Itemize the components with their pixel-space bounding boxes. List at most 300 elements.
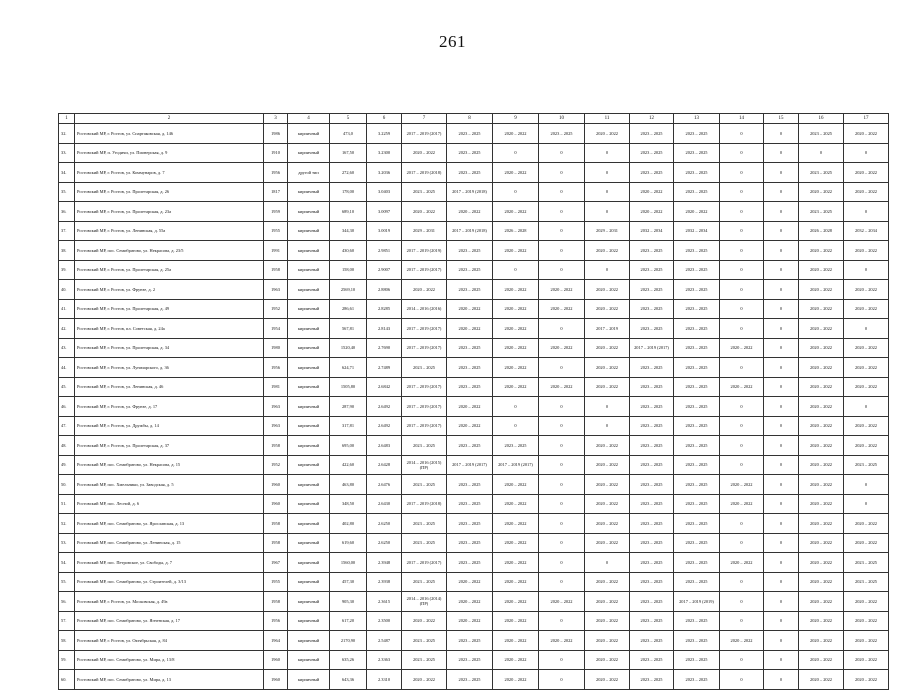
column-number-cell: 10 [539, 114, 585, 124]
table-cell: 2023 – 2025 [402, 650, 447, 670]
table-row [59, 358, 889, 378]
table-cell: 2020 – 2022 [844, 592, 889, 612]
table-cell: 2023 – 2025 [630, 241, 674, 261]
table-cell: 2017 – 2019 (2019) [674, 592, 720, 612]
table-cell: 2023 – 2025 [630, 358, 674, 378]
table-cell: 567,81 [330, 319, 367, 339]
table-cell: кирпичный [288, 572, 330, 592]
row-number-cell: 45. [59, 377, 75, 397]
table-cell: 0 [493, 397, 539, 417]
table-cell: 1958 [264, 533, 288, 553]
table-cell: 0 [539, 533, 585, 553]
table-cell: 0 [764, 592, 799, 612]
table-cell: 1958 [264, 436, 288, 456]
table-cell: 272,60 [330, 163, 367, 183]
table-cell: 0 [799, 143, 844, 163]
table-cell: 2023 – 2025 [674, 670, 720, 690]
table-cell: 2017 – 2019 (2017) [402, 338, 447, 358]
table-cell: 2020 – 2022 [674, 202, 720, 222]
row-number-cell: 48. [59, 436, 75, 456]
address-cell: Ростовский МР, пос. Семибратово, ул. Строителей, д. 3/13 [75, 572, 264, 592]
table-cell: 0 [764, 163, 799, 183]
table-cell: 2.8806 [367, 280, 402, 300]
table-cell: 2020 – 2022 [799, 514, 844, 534]
table-row [59, 533, 889, 553]
table-row [59, 494, 889, 514]
table-cell: 2.8143 [367, 319, 402, 339]
table-cell: 2023 – 2025 [674, 572, 720, 592]
table-cell: 0 [844, 494, 889, 514]
table-cell: 348,50 [330, 494, 367, 514]
table-cell: 1952 [264, 455, 288, 475]
table-cell: 0 [720, 221, 764, 241]
column-number-cell: 4 [288, 114, 330, 124]
table-row [59, 514, 889, 534]
table-cell: 1958 [264, 514, 288, 534]
table-cell: 2023 – 2025 [674, 124, 720, 144]
table-cell: кирпичный [288, 553, 330, 573]
table-cell: 2023 – 2025 [447, 241, 493, 261]
table-cell: 2020 – 2022 [799, 299, 844, 319]
table-cell: 1952 [264, 299, 288, 319]
row-number-cell: 39. [59, 260, 75, 280]
row-number-cell: 59. [59, 650, 75, 670]
table-cell: 2.9851 [367, 241, 402, 261]
table-cell: 0 [764, 202, 799, 222]
table-cell: 695,00 [330, 436, 367, 456]
table-cell: 2017 – 2019 (2017) [402, 377, 447, 397]
table-cell: кирпичный [288, 202, 330, 222]
table-cell: кирпичный [288, 143, 330, 163]
table-cell: 2014 – 2016 (2015) (ПР) [402, 455, 447, 475]
address-cell: Ростовский МР, пос. Лесной, д. 6 [75, 494, 264, 514]
table-cell: 2023 – 2025 [630, 514, 674, 534]
table-cell: 2020 – 2022 [720, 475, 764, 495]
address-cell: Ростовский МР, г. Ростов, ул. Московская, д. 49а [75, 592, 264, 612]
table-cell: 643,36 [330, 670, 367, 690]
row-number-cell: 43. [59, 338, 75, 358]
table-cell: 2023 – 2025 [447, 163, 493, 183]
table-cell: 2020 – 2022 [493, 611, 539, 631]
table-cell: 2.8285 [367, 299, 402, 319]
table-cell: 2020 – 2022 [844, 124, 889, 144]
table-cell: кирпичный [288, 533, 330, 553]
table-cell: 2020 – 2022 [799, 533, 844, 553]
address-cell: Ростовский МР, г. Ростов, ул. Ленинская, д. 55а [75, 221, 264, 241]
table-cell: 0 [720, 319, 764, 339]
table-cell: 0 [720, 611, 764, 631]
table-cell: 0 [764, 299, 799, 319]
table-cell: 2023 – 2025 [674, 475, 720, 495]
table-cell: 2.3363 [367, 650, 402, 670]
table-cell: 0 [764, 377, 799, 397]
table-cell: 2023 – 2025 [674, 358, 720, 378]
row-number-cell: 54. [59, 553, 75, 573]
table-cell: 2.3310 [367, 670, 402, 690]
table-cell: 2.6483 [367, 436, 402, 456]
table-cell: 2020 – 2022 [585, 650, 630, 670]
address-cell: Ростовский МР, г. Ростов, ул. Пролетарская, д. 25а [75, 260, 264, 280]
table-cell: 3.2300 [367, 143, 402, 163]
table-row [59, 553, 889, 573]
table-cell: 0 [844, 202, 889, 222]
table-cell: 0 [720, 358, 764, 378]
table-cell: 2023 – 2025 [674, 416, 720, 436]
address-cell: Ростовский МР, г. Ростов, ул. Фрунзе, д. 2 [75, 280, 264, 300]
address-cell: Ростовский МР, пос. Семибратово, ул. Некрасова, д. 23/5 [75, 241, 264, 261]
row-number-cell: 47. [59, 416, 75, 436]
table-cell: 2020 – 2022 [585, 592, 630, 612]
table-cell: 2020 – 2022 [844, 182, 889, 202]
table-cell: 2023 – 2025 [630, 553, 674, 573]
table-cell: 2020 – 2022 [844, 631, 889, 651]
table-cell: 2020 – 2022 [539, 338, 585, 358]
table-cell: 1954 [264, 319, 288, 339]
table-cell: 2020 – 2022 [720, 377, 764, 397]
table-cell: 2023 – 2025 [447, 631, 493, 651]
table-cell: 2023 – 2025 [630, 572, 674, 592]
table-header-row [59, 114, 889, 124]
table-cell: 2020 – 2022 [720, 494, 764, 514]
table-cell: 0 [720, 670, 764, 690]
table-cell: 2023 – 2025 [630, 319, 674, 339]
table-cell: 1963 [264, 280, 288, 300]
table-row [59, 670, 889, 690]
table-row [59, 475, 889, 495]
table-cell: 2020 – 2022 [585, 494, 630, 514]
table-cell: 0 [764, 670, 799, 690]
table-cell: 2020 – 2022 [493, 280, 539, 300]
table-cell: 2023 – 2025 [447, 377, 493, 397]
table-cell: 1967 [264, 553, 288, 573]
table-cell: 2023 – 2025 [402, 436, 447, 456]
table-cell: 2023 – 2025 [674, 436, 720, 456]
table-cell: 2020 – 2022 [844, 670, 889, 690]
table-cell: 2023 – 2025 [674, 338, 720, 358]
table-cell: 0 [764, 436, 799, 456]
table-cell: 2023 – 2025 [402, 631, 447, 651]
table-row [59, 241, 889, 261]
table-cell: 2020 – 2022 [844, 241, 889, 261]
table-cell: 2023 – 2025 [630, 650, 674, 670]
table-cell: 2023 – 2025 [630, 631, 674, 651]
column-number-cell: 5 [330, 114, 367, 124]
row-number-cell: 41. [59, 299, 75, 319]
table-cell: 0 [720, 436, 764, 456]
table-cell: 2020 – 2022 [493, 338, 539, 358]
table-cell: 2020 – 2022 [799, 475, 844, 495]
column-number-cell: 17 [844, 114, 889, 124]
table-cell: 2020 – 2022 [720, 553, 764, 573]
table-cell: 2020 – 2022 [799, 553, 844, 573]
table-cell: 178,00 [330, 182, 367, 202]
table-cell: 0 [764, 475, 799, 495]
table-cell: 2020 – 2022 [539, 280, 585, 300]
address-cell: Ростовский МР, г. Ростов, ул. Спартаковская, д. 146 [75, 124, 264, 144]
table-cell: 0 [720, 416, 764, 436]
table-cell: 2020 – 2022 [799, 436, 844, 456]
table-cell: 430,60 [330, 241, 367, 261]
table-cell: 0 [720, 260, 764, 280]
table-cell: кирпичный [288, 475, 330, 495]
table-cell: 2023 – 2025 [447, 260, 493, 280]
table-cell: 617,20 [330, 611, 367, 631]
table-cell: 2023 – 2025 [674, 455, 720, 475]
table-cell: 1956 [264, 163, 288, 183]
table-cell: 2020 – 2022 [630, 182, 674, 202]
table-cell: 0 [764, 338, 799, 358]
table-cell: 287,90 [330, 397, 367, 417]
table-cell: 2020 – 2022 [844, 358, 889, 378]
table-cell: 0 [764, 455, 799, 475]
row-number-cell: 35. [59, 182, 75, 202]
row-number-cell: 58. [59, 631, 75, 651]
table-cell: 2017 – 2019 (2018) [447, 182, 493, 202]
table-cell: 2020 – 2022 [799, 358, 844, 378]
table-cell: 2020 – 2022 [844, 299, 889, 319]
table-cell: 2020 – 2022 [585, 670, 630, 690]
table-cell: 3.0019 [367, 221, 402, 241]
column-number-cell: 3 [264, 114, 288, 124]
table-cell: 2020 – 2022 [799, 319, 844, 339]
table-cell: 0 [493, 416, 539, 436]
table-cell: 2020 – 2022 [844, 533, 889, 553]
table-cell: 2.6250 [367, 514, 402, 534]
table-cell: 2020 – 2022 [799, 397, 844, 417]
table-cell: 2020 – 2022 [493, 592, 539, 612]
table-cell: 0 [539, 416, 585, 436]
table-cell: 2020 – 2022 [402, 280, 447, 300]
table-cell: 2023 – 2025 [402, 475, 447, 495]
table-cell: 2023 – 2025 [674, 533, 720, 553]
column-number-cell: 14 [720, 114, 764, 124]
table-cell: 2020 – 2022 [844, 611, 889, 631]
table-cell: 2020 – 2022 [720, 631, 764, 651]
table-cell: 2020 – 2022 [493, 650, 539, 670]
table-cell: 2020 – 2022 [799, 182, 844, 202]
table-cell: 2032 – 2034 [674, 221, 720, 241]
address-cell: Ростовский МР, г. Ростов, ул. Пролетарская, д. 26 [75, 182, 264, 202]
table-cell: 2023 – 2025 [447, 514, 493, 534]
table-cell: 2026 – 2028 [799, 221, 844, 241]
table-cell: 0 [720, 592, 764, 612]
table-cell: 2023 – 2025 [447, 338, 493, 358]
table-cell: 2023 – 2025 [630, 494, 674, 514]
table-cell: 2020 – 2022 [585, 338, 630, 358]
table-cell: 2029 – 2031 [585, 221, 630, 241]
table-cell: 0 [764, 182, 799, 202]
table-cell: 2023 – 2025 [674, 397, 720, 417]
column-number-cell: 7 [402, 114, 447, 124]
table-cell: 2.7489 [367, 358, 402, 378]
table-cell: 2023 – 2025 [630, 611, 674, 631]
table-cell: 2023 – 2025 [402, 514, 447, 534]
page-number: 261 [439, 32, 466, 51]
table-cell: 1958 [264, 592, 288, 612]
table-cell: 2023 – 2025 [674, 319, 720, 339]
table-cell: 2023 – 2025 [447, 533, 493, 553]
table-cell: 2017 – 2019 (2017) [402, 260, 447, 280]
table-cell: 0 [764, 416, 799, 436]
address-cell: Ростовский МР, г. Ростов, ул. Луначарского, д. 36 [75, 358, 264, 378]
table-cell: 0 [720, 455, 764, 475]
table-cell: 0 [764, 319, 799, 339]
row-number-cell: 50. [59, 475, 75, 495]
table-cell: 1964 [264, 631, 288, 651]
table-cell: 0 [720, 533, 764, 553]
table-cell: 2020 – 2022 [447, 592, 493, 612]
table-cell: 1960 [264, 475, 288, 495]
table-cell: 2020 – 2022 [493, 163, 539, 183]
table-cell: кирпичный [288, 319, 330, 339]
table-cell: 0 [764, 280, 799, 300]
table-row [59, 592, 889, 612]
table-cell: кирпичный [288, 592, 330, 612]
table-cell: 2023 – 2025 [674, 182, 720, 202]
table-cell: 1959 [264, 202, 288, 222]
table-row [59, 436, 889, 456]
table-cell: 1505,80 [330, 377, 367, 397]
table-cell: 2.3948 [367, 553, 402, 573]
address-cell: Ростовский МР, пос. Хмельники, ул. Заводская, д. 5 [75, 475, 264, 495]
table-cell: 2020 – 2022 [799, 631, 844, 651]
table-cell: 0 [539, 221, 585, 241]
table-cell: 2017 – 2019 (2017) [630, 338, 674, 358]
table-cell: 2020 – 2022 [585, 124, 630, 144]
table-cell: 2020 – 2022 [799, 592, 844, 612]
table-cell: 0 [720, 202, 764, 222]
row-number-cell: 33. [59, 143, 75, 163]
table-cell: 2.6492 [367, 397, 402, 417]
table-cell: 0 [585, 163, 630, 183]
table-cell: 0 [764, 397, 799, 417]
table-cell: 2020 – 2022 [493, 670, 539, 690]
table-cell: 2023 – 2025 [674, 631, 720, 651]
row-number-cell: 60. [59, 670, 75, 690]
table-row [59, 221, 889, 241]
table-cell: 2.6428 [367, 455, 402, 475]
table-cell: 2017 – 2019 (2018) [402, 163, 447, 183]
table-row [59, 631, 889, 651]
table-cell: 2017 – 2019 (2017) [402, 416, 447, 436]
table-row [59, 455, 889, 475]
table-row [59, 260, 889, 280]
table-cell: 2020 – 2022 [585, 514, 630, 534]
table-cell: 2.5487 [367, 631, 402, 651]
table-cell: 1958 [264, 260, 288, 280]
table-cell: 2023 – 2025 [447, 436, 493, 456]
table-cell: 2020 – 2022 [799, 260, 844, 280]
table-cell: 2020 – 2022 [447, 397, 493, 417]
table-cell: 2020 – 2022 [630, 202, 674, 222]
table-cell: 2020 – 2022 [402, 611, 447, 631]
table-cell: 2017 – 2019 [585, 319, 630, 339]
table-cell: 0 [539, 572, 585, 592]
table-cell: 1560,00 [330, 553, 367, 573]
table-cell: кирпичный [288, 358, 330, 378]
table-cell: 2014 – 2016 (2014) (ПР) [402, 592, 447, 612]
table-cell: 619,60 [330, 533, 367, 553]
table-cell: 2023 – 2025 [630, 163, 674, 183]
table-cell: 1817 [264, 182, 288, 202]
table-cell: 0 [539, 241, 585, 261]
table-cell: 2020 – 2022 [402, 202, 447, 222]
table-cell: 2020 – 2022 [493, 475, 539, 495]
table-cell: 2023 – 2025 [630, 280, 674, 300]
table-cell: кирпичный [288, 221, 330, 241]
table-cell: 0 [764, 631, 799, 651]
table-cell: 0 [539, 182, 585, 202]
table-cell: 0 [720, 650, 764, 670]
address-cell: Ростовский МР, г. Ростов, ул. Октябрьская, д. 84 [75, 631, 264, 651]
table-cell: 0 [720, 397, 764, 417]
table-cell: 2020 – 2022 [493, 124, 539, 144]
table-cell: 0 [764, 494, 799, 514]
table-cell: 2026 – 2028 [493, 221, 539, 241]
table-cell: 2023 – 2025 [630, 377, 674, 397]
table-cell: 2020 – 2022 [539, 592, 585, 612]
table-cell: 2020 – 2022 [493, 553, 539, 573]
table-cell: 1960 [264, 494, 288, 514]
address-cell: Ростовский МР, г. Ростов, ул. Пролетарская, д. 23а [75, 202, 264, 222]
table-cell: 2023 – 2025 [539, 124, 585, 144]
table-cell: 2020 – 2022 [844, 650, 889, 670]
column-number-cell: 12 [630, 114, 674, 124]
table-cell: 0 [539, 319, 585, 339]
address-cell: Ростовский МР, пос. Семибратово, ул. Мира, д. 13 [75, 670, 264, 690]
table-cell: 2020 – 2022 [493, 299, 539, 319]
table-cell: 1956 [264, 611, 288, 631]
table-cell: 2020 – 2022 [844, 163, 889, 183]
table-cell: 0 [844, 397, 889, 417]
table-cell: 2023 – 2025 [844, 572, 889, 592]
table-cell: кирпичный [288, 650, 330, 670]
address-cell: Ростовский МР, г. Ростов, ул. Пролетарская, д. 49 [75, 299, 264, 319]
table-cell: 2020 – 2022 [493, 319, 539, 339]
table-cell: 0 [539, 436, 585, 456]
table-cell: 0 [720, 572, 764, 592]
row-number-cell: 38. [59, 241, 75, 261]
table-cell: 2020 – 2022 [799, 611, 844, 631]
table-cell: 2020 – 2022 [585, 611, 630, 631]
table-cell: 2017 – 2019 (2017) [402, 397, 447, 417]
table-cell: 0 [720, 182, 764, 202]
table-cell: 0 [764, 514, 799, 534]
table-cell: 2.6492 [367, 416, 402, 436]
table-cell: кирпичный [288, 494, 330, 514]
table-cell: кирпичный [288, 377, 330, 397]
table-cell: 0 [539, 670, 585, 690]
table-cell: кирпичный [288, 514, 330, 534]
table-cell: 0 [585, 397, 630, 417]
table-cell: 0 [720, 514, 764, 534]
table-cell: 0 [764, 650, 799, 670]
table-cell: 0 [585, 553, 630, 573]
row-number-cell: 49. [59, 455, 75, 475]
table-cell: 3.2259 [367, 124, 402, 144]
table-cell: 2023 – 2025 [630, 670, 674, 690]
table-cell: 0 [585, 182, 630, 202]
table-cell: кирпичный [288, 416, 330, 436]
address-cell: Ростовский МР, пос. Семибратово, ул. Ярославская, д. 13 [75, 514, 264, 534]
table-cell: кирпичный [288, 436, 330, 456]
table-cell: 2020 – 2022 [799, 494, 844, 514]
table-cell: 0 [764, 572, 799, 592]
table-cell: 2023 – 2025 [630, 124, 674, 144]
table-cell: 0 [844, 319, 889, 339]
table-cell: 2020 – 2022 [720, 338, 764, 358]
table-cell: 2023 – 2025 [844, 553, 889, 573]
